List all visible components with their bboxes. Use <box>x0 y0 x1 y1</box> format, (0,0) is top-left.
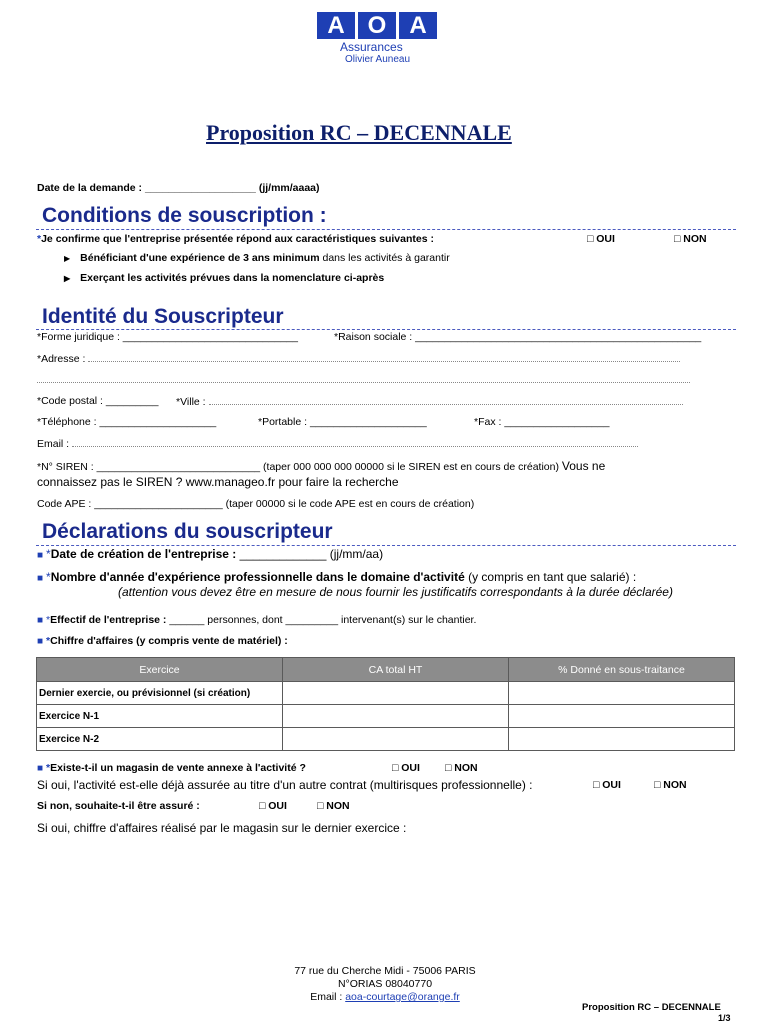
square-bullet-icon: ■ <box>37 573 44 584</box>
souhaite-oui-checkbox[interactable]: □ OUI <box>259 800 287 812</box>
magasin-question: ■ *Existe-t-il un magasin de vente annexe à l'activité ? <box>37 762 306 774</box>
request-date-field[interactable] <box>37 182 320 194</box>
logo-tagline: Olivier Auneau <box>345 54 411 65</box>
adresse-field[interactable]: *Adresse : <box>37 352 680 365</box>
footer-orias: N°ORIAS 08040770 <box>337 978 433 990</box>
logo-letter: O <box>358 12 396 39</box>
conditions-heading: Conditions de souscription : <box>42 204 327 227</box>
table-header: CA total HT <box>283 658 509 682</box>
siren-help-text: connaissez pas le SIREN ? www.manageo.fr pour faire la recherche <box>37 475 399 489</box>
table-cell-input[interactable] <box>509 728 735 751</box>
footer-doc-name: Proposition RC – DECENNALE <box>582 1002 721 1013</box>
square-bullet-icon: ■ <box>37 615 44 626</box>
square-bullet-icon: ■ <box>37 763 44 774</box>
triangle-bullet-icon: ▶ <box>64 274 71 283</box>
conditions-statement: *Je confirme que l'entreprise présentée répond aux caractéristiques suivantes : <box>37 233 434 245</box>
table-header: % Donné en sous-traitance <box>509 658 735 682</box>
assuree-oui-checkbox[interactable]: □ OUI <box>593 779 621 791</box>
conditions-oui-checkbox[interactable]: □ OUI <box>587 233 615 245</box>
chiffre-affaires-label: ■ *Chiffre d'affaires (y compris vente de matériel) : <box>37 635 288 647</box>
table-row-label: Exercice N-1 <box>37 705 283 728</box>
code-ape-field[interactable]: Code APE : ______________________ (taper 00000 si le code APE est en cours de création) <box>37 498 475 510</box>
page-number: 1/3 <box>718 1013 731 1023</box>
table-cell-input[interactable] <box>283 682 509 705</box>
table-row <box>37 705 735 728</box>
adresse-line-2[interactable] <box>37 375 690 383</box>
table-cell-input[interactable] <box>283 705 509 728</box>
forme-juridique-field[interactable]: *Forme juridique : ______________________________ <box>37 331 298 343</box>
table-cell-input[interactable] <box>283 728 509 751</box>
square-bullet-icon: ■ <box>37 550 44 561</box>
table-header-row <box>37 658 735 682</box>
experience-note: (attention vous devez être en mesure de nous fournir les justificatifs correspondants à la durée déclarée) <box>118 585 673 599</box>
identite-heading: Identité du Souscripteur <box>42 305 284 328</box>
assuree-non-checkbox[interactable]: □ NON <box>654 779 687 791</box>
footer-address: 77 rue du Cherche Midi - 75006 PARIS <box>294 965 476 977</box>
section-divider <box>36 229 736 230</box>
assuree-question: Si oui, l'activité est-elle déjà assurée au titre d'un autre contrat (multirisques professionnelle) : <box>37 778 533 792</box>
portable-field[interactable]: *Portable : ____________________ <box>258 416 427 428</box>
declarations-heading: Déclarations du souscripteur <box>42 520 333 543</box>
square-bullet-icon: ■ <box>37 636 44 647</box>
magasin-non-checkbox[interactable]: □ NON <box>445 762 478 774</box>
request-date-label: Date de la demande : ___________________ (jj/mm/aaaa) <box>37 182 320 194</box>
table-row <box>37 682 735 705</box>
email-field[interactable]: Email : <box>37 437 638 450</box>
experience-field[interactable]: ■ *Nombre d'année d'expérience professionnelle dans le domaine d'activité (y compris en tant que salarié) : <box>37 570 637 584</box>
table-cell-input[interactable] <box>509 705 735 728</box>
triangle-bullet-icon: ▶ <box>64 254 71 263</box>
chiffre-magasin-question: Si oui, chiffre d'affaires réalisé par le magasin sur le dernier exercice : <box>37 821 407 835</box>
section-divider <box>36 329 736 330</box>
effectif-field[interactable]: ■ *Effectif de l'entreprise : ______ personnes, dont _________ intervenant(s) sur le chantier. <box>37 614 477 626</box>
date-creation-field[interactable]: ■ *Date de création de l'entreprise : _____________ (jj/mm/aa) <box>37 547 384 561</box>
chiffre-affaires-table <box>36 657 735 751</box>
condition-item-activities: ▶ Exerçant les activités prévues dans la nomenclature ci-après <box>64 272 385 284</box>
section-divider <box>36 545 736 546</box>
souhaite-non-checkbox[interactable]: □ NON <box>317 800 350 812</box>
fax-field[interactable]: *Fax : __________________ <box>474 416 610 428</box>
table-row-label: Dernier exercie, ou prévisionnel (si création) <box>37 682 283 705</box>
condition-item-experience: ▶ Bénéficiant d'une expérience de 3 ans minimum dans les activités à garantir <box>64 252 450 264</box>
table-row-label: Exercice N-2 <box>37 728 283 751</box>
logo-letter: A <box>317 12 355 39</box>
document-title: Proposition RC – DECENNALE <box>206 120 512 145</box>
raison-sociale-field[interactable]: *Raison sociale : _________________________________________________ <box>334 331 702 343</box>
siren-field[interactable]: *N° SIREN : ____________________________ (taper 000 000 000 00000 si le SIREN est en cours de création) Vous ne <box>37 459 606 473</box>
table-row <box>37 728 735 751</box>
telephone-field[interactable]: *Téléphone : ____________________ <box>37 416 217 428</box>
magasin-oui-checkbox[interactable]: □ OUI <box>392 762 420 774</box>
souhaite-question: Si non, souhaite-t-il être assuré : <box>37 800 200 812</box>
conditions-non-checkbox[interactable]: □ NON <box>674 233 707 245</box>
footer-email: Email : aoa-courtage@orange.fr <box>310 991 460 1003</box>
ville-field[interactable]: *Ville : <box>176 395 683 408</box>
email-link[interactable]: aoa-courtage@orange.fr <box>345 991 460 1003</box>
table-cell-input[interactable] <box>509 682 735 705</box>
code-postal-field[interactable]: *Code postal : _________ <box>37 395 159 407</box>
aoa-logo <box>317 12 437 39</box>
table-header: Exercice <box>37 658 283 682</box>
logo-subtitle: Assurances <box>340 40 403 54</box>
logo-letter: A <box>399 12 437 39</box>
